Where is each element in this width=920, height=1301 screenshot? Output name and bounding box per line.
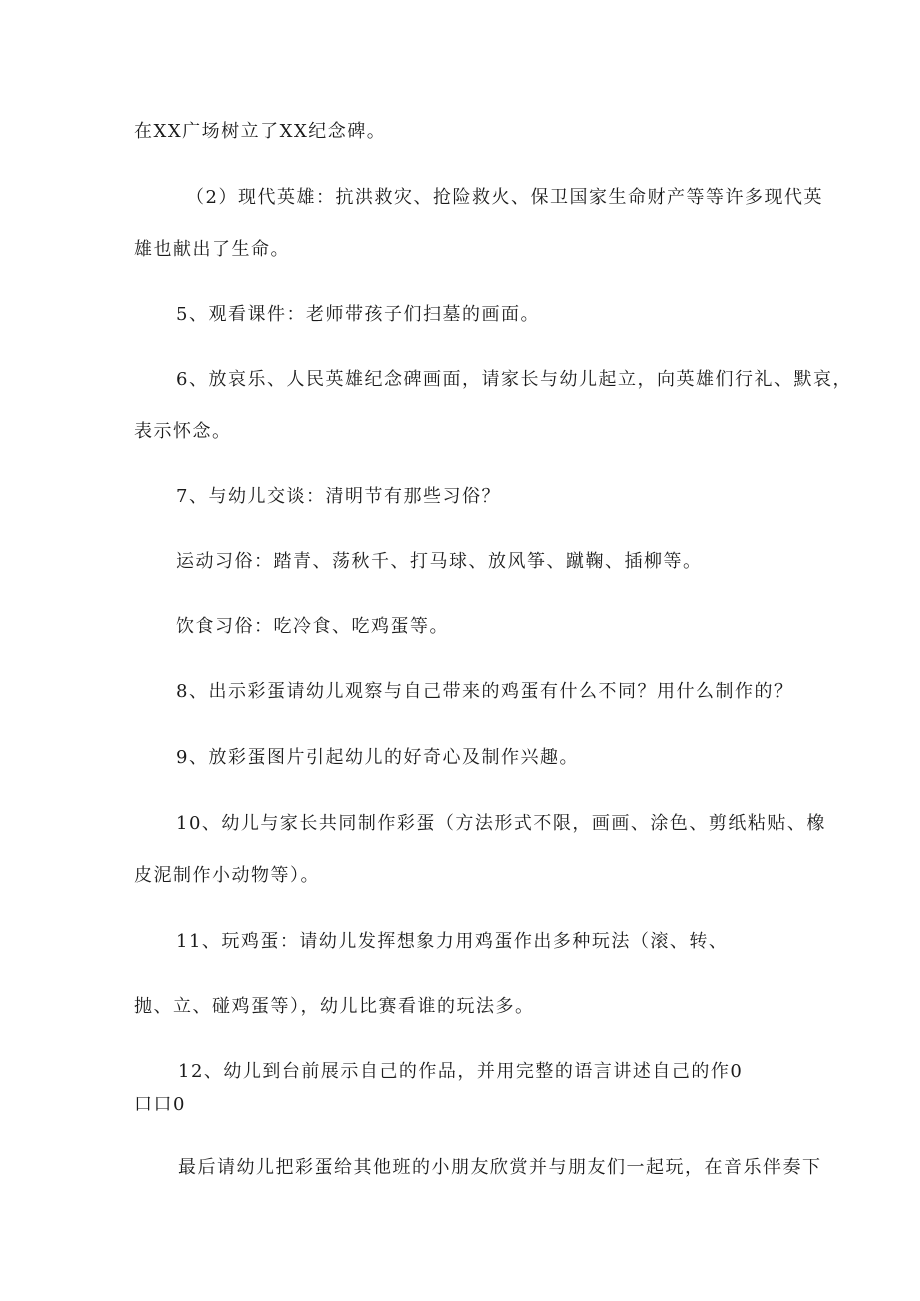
text-line-15: 抛、立、碰鸡蛋等），幼儿比赛看谁的玩法多。	[134, 996, 535, 1017]
text-line-14: 11、玩鸡蛋：请幼儿发挥想象力用鸡蛋作出多种玩法（滚、转、	[176, 931, 729, 952]
text-line-12: 10、幼儿与家长共同制作彩蛋（方法形式不限，画画、涂色、剪纸粘贴、橡	[176, 813, 826, 834]
text-line-4: 5、观看课件：老师带孩子们扫墓的画面。	[176, 304, 540, 325]
text-line-10: 8、出示彩蛋请幼儿观察与自己带来的鸡蛋有什么不同？用什么制作的？	[176, 681, 794, 702]
text-line-3: 雄也献出了生命。	[134, 239, 290, 260]
text-line-1: 在XX广场树立了XX纪念碑。	[134, 121, 387, 142]
text-line-11: 9、放彩蛋图片引起幼儿的好奇心及制作兴趣。	[176, 747, 579, 768]
text-line-13: 皮泥制作小动物等）。	[134, 865, 320, 886]
text-line-2: （2）现代英雄：抗洪救灾、抢险救火、保卫国家生命财产等等许多现代英	[186, 187, 823, 208]
text-line-5: 6、放哀乐、人民英雄纪念碑画面，请家长与幼儿起立，向英雄们行礼、默哀，	[176, 369, 852, 390]
text-line-7: 7、与幼儿交谈：清明节有那些习俗？	[176, 486, 501, 507]
text-line-6: 表示怀念。	[134, 421, 232, 442]
text-line-18: 最后请幼儿把彩蛋给其他班的小朋友欣赏并与朋友们一起玩，在音乐伴奏下	[178, 1157, 822, 1178]
text-line-8: 运动习俗：踏青、荡秋千、打马球、放风筝、蹴鞠、插柳等。	[176, 551, 703, 572]
text-line-17: 口口0	[134, 1094, 186, 1115]
text-line-16: 12、幼儿到台前展示自己的作品，并用完整的语言讲述自己的作0	[178, 1061, 744, 1082]
text-line-9: 饮食习俗：吃冷食、吃鸡蛋等。	[176, 616, 449, 637]
